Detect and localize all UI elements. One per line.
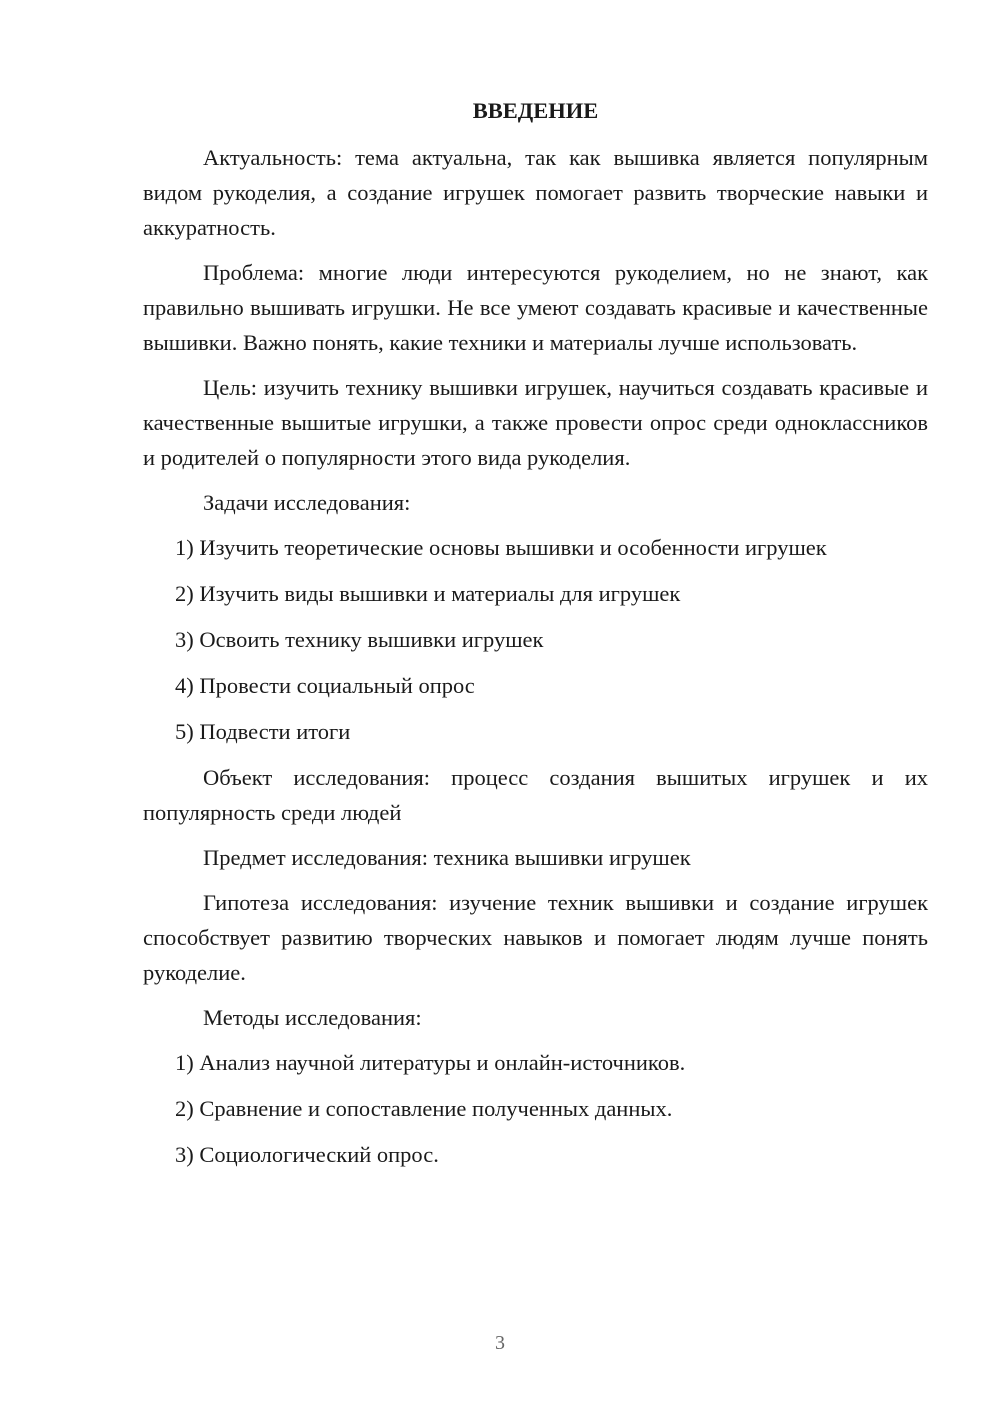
object-paragraph: Объект исследования: процесс создания вышитых игрушек и их популярность среди людей (143, 765, 928, 825)
list-item: 2) Сравнение и сопоставление полученных данных. (175, 1096, 673, 1121)
tasks-title: Задачи исследования: (203, 490, 411, 515)
list-item: 4) Провести социальный опрос (175, 673, 475, 698)
hypothesis-paragraph: Гипотеза исследования: изучение техник вышивки и создание игрушек способствует развитию творческих навыков и помогает людям лучше понять рукоделие. (143, 890, 928, 985)
goal-paragraph: Цель: изучить технику вышивки игрушек, научиться создавать красивые и качественные вышитые игрушки, а также провести опрос среди одноклассников и родителей о популярности этого вида рукоделия. (143, 375, 928, 470)
section-heading: ВВЕДЕНИЕ (472, 98, 599, 123)
list-item: 2) Изучить виды вышивки и материалы для игрушек (175, 581, 681, 606)
methods-list (143, 1045, 928, 1172)
problem-paragraph: Проблема: многие люди интересуются рукоделием, но не знают, как правильно вышивать игрушки. Не все умеют создавать красивые и качественные вышивки. Важно понять, какие техники и материалы лучше использовать. (143, 260, 928, 355)
subject-paragraph: Предмет исследования: техника вышивки игрушек (203, 845, 691, 870)
document-page (143, 93, 928, 1183)
list-item: 3) Социологический опрос. (175, 1142, 439, 1167)
list-item: 5) Подвести итоги (175, 719, 351, 744)
page-number: 3 (495, 1332, 505, 1354)
list-item: 1) Изучить теоретические основы вышивки и особенности игрушек (175, 535, 827, 560)
tasks-list (143, 530, 928, 749)
methods-title: Методы исследования: (203, 1005, 422, 1030)
list-item: 1) Анализ научной литературы и онлайн-источников. (175, 1050, 686, 1075)
list-item: 3) Освоить технику вышивки игрушек (175, 627, 544, 652)
relevance-paragraph: Актуальность: тема актуальна, так как вышивка является популярным видом рукоделия, а создание игрушек помогает развить творческие навыки и аккуратность. (143, 145, 928, 240)
